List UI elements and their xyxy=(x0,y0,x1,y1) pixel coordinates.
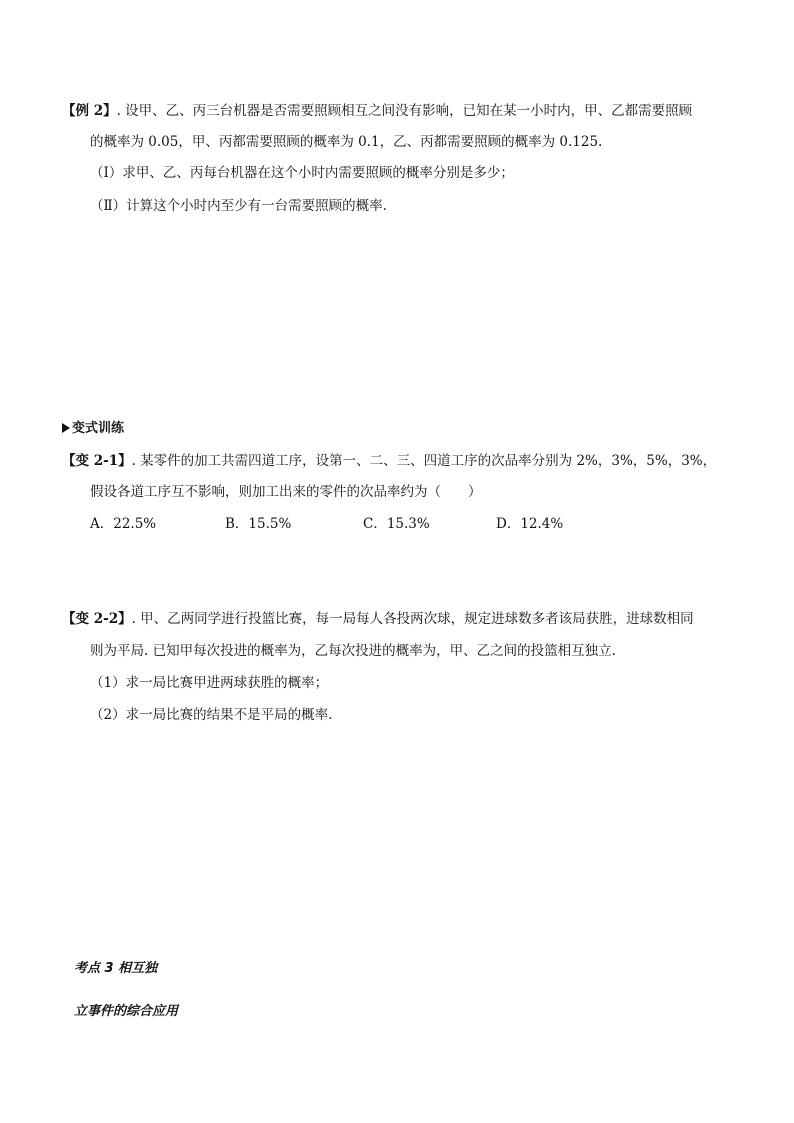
variant-training-heading xyxy=(62,419,124,439)
example-2-line-1 xyxy=(62,101,692,121)
variant-2-1-line-2: 假设各道工序互不影响，则加工出来的零件的次品率约为（ ） xyxy=(90,484,482,500)
variant-2-2-tag: 【变 2-2】 xyxy=(62,611,132,627)
example-2-tag: 【例 2】 xyxy=(62,103,117,119)
variant-2-2-line-1 xyxy=(62,609,694,629)
variant-2-2-line-2: 则为平局. 已知甲每次投进的概率为，乙每次投进的概率为，甲、乙之间的投篮相互独立. xyxy=(90,643,616,659)
option-a: A．22.5% xyxy=(90,516,157,532)
variant-training-title: 变式训练 xyxy=(72,421,125,436)
variant-2-1-tag: 【变 2-1】 xyxy=(62,453,132,469)
option-d: D．12.4% xyxy=(496,516,564,532)
option-c: C．15.3% xyxy=(363,516,430,532)
topic-3-heading-part-2: 立事件的综合应用 xyxy=(74,1004,179,1019)
variant-2-2-question-2: （2）求一局比赛的结果不是平局的概率. xyxy=(90,707,333,723)
variant-2-2-question-1: （1）求一局比赛甲进两球获胜的概率； xyxy=(90,675,329,691)
variant-2-1-options xyxy=(0,514,794,534)
example-2-question-2: （Ⅱ）计算这个小时内至少有一台需要照顾的概率. xyxy=(90,198,387,214)
option-b: B．15.5% xyxy=(225,516,292,532)
example-2-text-1: . 设甲、乙、丙三台机器是否需要照顾相互之间没有影响，已知在某一小时内，甲、乙都需要照顾 xyxy=(116,103,693,119)
arrow-right-icon xyxy=(62,423,70,433)
variant-2-1-line-1 xyxy=(62,451,716,471)
topic-3-heading-part-1: 考点 3 相互独 xyxy=(74,961,158,976)
variant-2-1-text-1: . 某零件的加工共需四道工序，设第一、二、三、四道工序的次品率分别为 2%，3%，5%，3%， xyxy=(131,453,717,469)
example-2-line-2: 的概率为 0.05，甲、丙都需要照顾的概率为 0.1，乙、丙都需要照顾的概率为 0.125. xyxy=(90,134,603,150)
variant-2-2-text-1: . 甲、乙两同学进行投篮比赛，每一局每人各投两次球，规定进球数多者该局获胜，进球数相同 xyxy=(131,611,694,627)
example-2-question-1: （Ⅰ）求甲、乙、丙每台机器在这个小时内需要照顾的概率分别是多少； xyxy=(90,165,514,181)
